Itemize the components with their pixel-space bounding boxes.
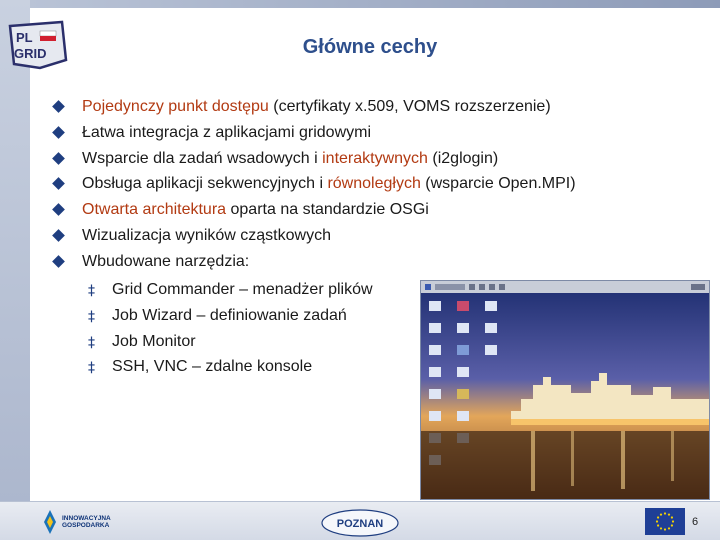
feature-highlight-text: równoległych xyxy=(327,175,421,193)
slide-title: Główne cechy xyxy=(302,36,438,58)
tool-item xyxy=(88,279,373,305)
feature-list xyxy=(54,96,576,277)
innowacyjna-gospodarka-logo xyxy=(40,508,60,536)
eu-star-icon xyxy=(671,516,673,518)
poznan-logo xyxy=(320,508,400,538)
feature-item xyxy=(54,148,576,174)
tool-text: Job Wizard – definiowanie zadań xyxy=(112,306,347,324)
page-number: 6 xyxy=(692,516,699,528)
feature-text: (wsparcie Open.MPI) xyxy=(420,175,576,193)
poznan-text: POZNAN xyxy=(336,518,384,530)
logo-text-bottom: GRID xyxy=(14,46,47,61)
tool-text: Job Monitor xyxy=(112,332,196,350)
feature-item xyxy=(54,225,576,251)
feature-item xyxy=(54,173,576,199)
diamond-icon xyxy=(52,178,65,191)
eu-star-icon xyxy=(671,524,673,526)
plgrid-logo xyxy=(6,20,68,70)
feature-item xyxy=(54,199,576,225)
tool-item xyxy=(88,331,373,357)
diamond-icon xyxy=(52,100,65,113)
eu-star-icon xyxy=(656,520,658,522)
tool-item xyxy=(88,356,373,382)
top-decor-bar xyxy=(30,0,720,8)
feature-text: oparta na standardzie OSGi xyxy=(226,201,429,219)
eu-star-icon xyxy=(657,524,659,526)
arrow-bullet-icon: ‡ xyxy=(88,308,95,325)
diamond-icon xyxy=(52,229,65,242)
tools-list xyxy=(88,279,373,382)
eu-star-icon xyxy=(668,527,670,529)
feature-text: Wbudowane narzędzia: xyxy=(82,252,250,270)
feature-item xyxy=(54,122,576,148)
left-decor-bar xyxy=(0,0,30,540)
feature-text: Obsługa aplikacji sekwencyjnych i xyxy=(82,175,328,193)
tool-text: Grid Commander – menadżer plików xyxy=(112,281,373,298)
desktop-screenshot-image xyxy=(420,280,710,500)
diamond-icon xyxy=(52,203,65,216)
tool-text: SSH, VNC – zdalne konsole xyxy=(112,358,313,376)
feature-text: Wsparcie dla zadań wsadowych i xyxy=(82,149,323,167)
diamond-icon xyxy=(52,126,65,139)
arrow-bullet-icon: ‡ xyxy=(88,283,95,299)
eu-flag-icon xyxy=(645,508,685,535)
feature-highlight-text: Otwarta architektura xyxy=(82,201,227,219)
eu-star-icon xyxy=(660,513,662,515)
eu-star-icon xyxy=(672,520,674,522)
feature-item xyxy=(54,251,576,277)
eu-star-icon xyxy=(660,527,662,529)
feature-text: Łatwa integracja z aplikacjami gridowymi xyxy=(82,123,372,141)
arrow-bullet-icon: ‡ xyxy=(88,360,95,377)
logo-text-top: PL xyxy=(16,30,33,45)
eu-star-icon xyxy=(664,528,666,530)
feature-item xyxy=(54,96,576,122)
feature-text: (certyfikaty x.509, VOMS rozszerzenie) xyxy=(268,98,551,115)
eu-star-icon xyxy=(668,513,670,515)
eu-star-icon xyxy=(664,512,666,514)
feature-text: (i2glogin) xyxy=(427,149,499,167)
diamond-icon xyxy=(52,255,65,268)
feature-highlight-text: interaktywnych xyxy=(322,149,428,167)
tool-item xyxy=(88,305,373,331)
diamond-icon xyxy=(52,152,65,165)
innowacyjna-gospodarka-text: INNOWACYJNA GOSPODARKA xyxy=(62,515,111,529)
arrow-bullet-icon: ‡ xyxy=(88,334,95,351)
feature-highlight-text: Pojedynczy punkt dostępu xyxy=(82,98,269,115)
eu-star-icon xyxy=(657,516,659,518)
feature-text: Wizualizacja wyników cząstkowych xyxy=(82,226,331,244)
